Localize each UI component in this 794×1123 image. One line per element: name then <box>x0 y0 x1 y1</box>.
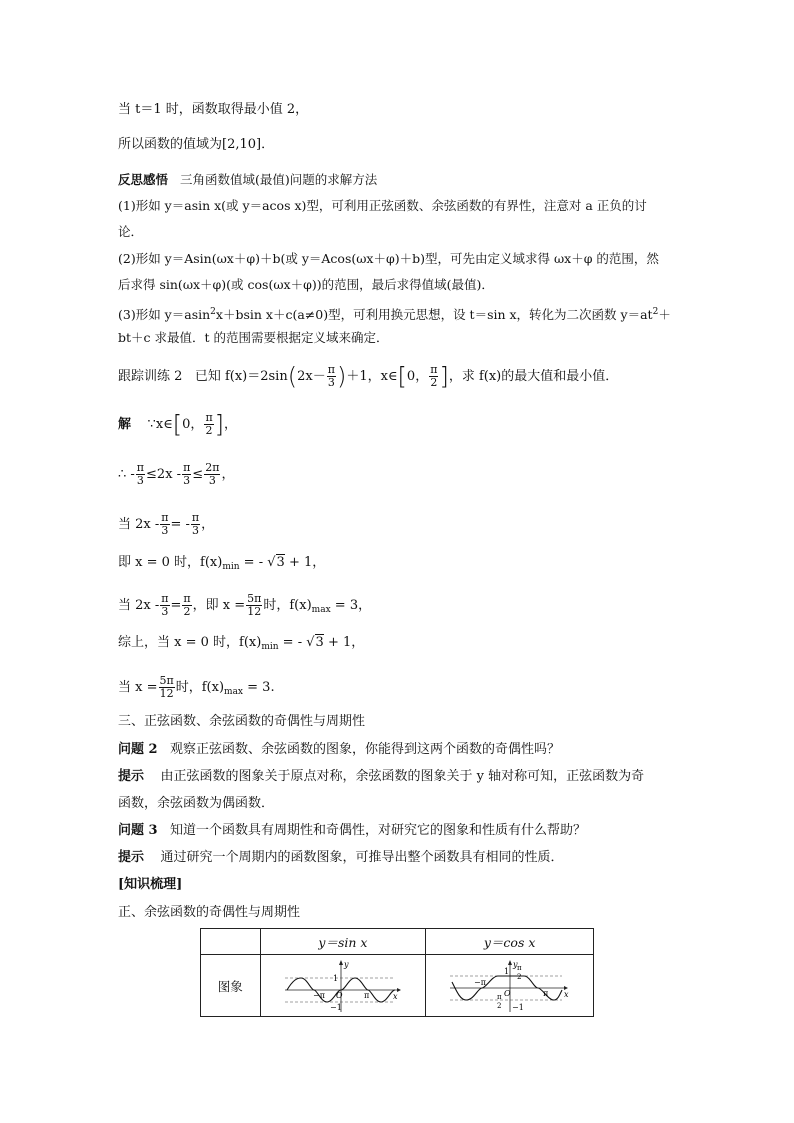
text-line <box>118 328 389 348</box>
y-axis-arrow <box>339 960 343 965</box>
solution-text: ∴ - <box>118 467 135 482</box>
solution-text: ， <box>224 417 238 432</box>
method-2-text: (2)形如 y＝Asin(ωx＋φ)＋b(或 y＝Acos(ωx＋φ)＋b)型，可先由定义域求得 ωx＋φ 的范围，然 <box>118 251 659 266</box>
label-y: y <box>512 959 518 969</box>
method-3-sup2: 2 <box>652 307 659 317</box>
text-line <box>118 275 494 295</box>
parity-period-table <box>200 928 594 1017</box>
hint-line <box>118 848 564 868</box>
label-neg-pi-2-num: π <box>496 992 502 1001</box>
label-1: 1 <box>332 973 339 983</box>
label-pi: π <box>363 990 370 1000</box>
track-title: 跟踪训练 2 <box>118 369 183 384</box>
label-neg-pi: −π <box>473 977 486 987</box>
fraction: $\frac{\pi}{3}$ <box>327 363 335 389</box>
text-line <box>118 135 274 155</box>
sqrt-value: 3 <box>276 555 285 570</box>
question-3-text: 知道一个函数具有周期性和奇偶性，对研究它的图象和性质有什么帮助？ <box>169 823 586 838</box>
summary-heading <box>118 903 300 923</box>
question-2-label: 问题 2 <box>118 742 158 757</box>
label-pi: π <box>542 988 548 998</box>
label-pi-2-den: 2 <box>516 972 522 981</box>
knowledge-heading <box>118 875 182 895</box>
solution-text: 当 2x - <box>118 598 160 613</box>
solution-line: 综上，当 x = 0 时，$f(x)_{min}$ = - √3 + 1， <box>118 635 365 652</box>
hint-3-text: 通过研究一个周期内的函数图象，可推导出整个函数具有相同的性质． <box>160 850 564 865</box>
x-axis-arrow <box>397 988 401 992</box>
solution-line <box>118 675 275 702</box>
solution-text: ≤ <box>192 467 204 482</box>
fraction: $\frac{\pi}{3}$ <box>183 461 191 487</box>
question-line <box>118 821 586 841</box>
section-3-title: 三、正弦函数、余弦函数的奇偶性与周期性 <box>118 714 366 729</box>
sqrt-value: 3 <box>315 635 324 650</box>
solution-text: 即 x = 0 时，f(x) <box>118 555 223 570</box>
table-header-cos: y＝cos x <box>426 929 594 955</box>
label-pi-2-num: π <box>516 963 522 972</box>
question-3-label: 问题 3 <box>118 823 158 838</box>
solution-text: 0， <box>182 417 204 432</box>
solution-text: 当 2x - <box>118 517 160 532</box>
question-2-text: 观察正弦函数、余弦函数的图象，你能得到这两个函数的奇偶性吗？ <box>169 742 560 757</box>
track-text: 2x－ <box>297 369 326 384</box>
hint-2-cont: 函数，余弦函数为偶函数． <box>118 796 275 811</box>
solution-text: 时，f(x) <box>263 598 312 613</box>
solution-text: + 1， <box>288 555 326 570</box>
section-heading <box>118 712 365 732</box>
table-row-label <box>201 955 261 1017</box>
solution-line <box>118 462 234 487</box>
method-3-text-b: x＋bsin x＋c(a≠0)型，可利用换元思想，设 t＝sin x，转化为二次函数 y＝at <box>215 307 653 322</box>
fraction: $\frac{\pi}{3}$ <box>136 461 145 487</box>
solution-line <box>118 512 214 537</box>
subscript: max <box>311 605 331 615</box>
fraction: $\frac{\pi}{3}$ <box>191 511 200 537</box>
label-neg1: −1 <box>511 1002 524 1012</box>
text-line <box>118 196 647 216</box>
method-3-sup: 2 <box>210 307 216 317</box>
solution-text: ≤2x - <box>146 467 182 482</box>
reflection-heading <box>118 170 377 190</box>
label-1: 1 <box>503 966 509 976</box>
solution-text: ，即 x = <box>192 598 246 613</box>
table-header-sin: y＝sin x <box>260 929 426 955</box>
cos-graph-cell <box>426 955 594 1017</box>
hint-2-text: 由正弦函数的图象关于原点对称，余弦函数的图象关于 y 轴对称可知，正弦函数为奇 <box>160 769 645 784</box>
label-neg1: −1 <box>329 1002 342 1012</box>
table-corner <box>201 929 261 955</box>
track-text: 已知 f(x)＝2sin <box>194 369 288 384</box>
fraction: $\frac{\pi}{2}$ <box>205 411 213 437</box>
track-text: ＋1，x∈ <box>346 369 398 384</box>
summary-title: 正、余弦函数的奇偶性与周期性 <box>118 905 301 920</box>
method-2-cont: 后求得 sin(ωx＋φ)(或 cos(ωx＋φ))的范围，最后求得值域(最值)． <box>118 277 494 292</box>
text-line <box>118 249 659 269</box>
solution-text: = - <box>170 517 190 532</box>
solution-line <box>118 593 371 620</box>
solution-text: 综上，当 x = 0 时，f(x) <box>118 635 262 650</box>
cosine-graph <box>448 958 572 1014</box>
method-1-text: (1)形如 y＝asin x(或 y＝acos x)型，可利用正弦函数、余弦函数的有界性，注意对 a 正负的讨 <box>118 198 647 213</box>
text-line <box>118 302 671 325</box>
track-text: ，求 f(x)的最大值和最小值． <box>448 369 619 384</box>
method-3-text-c: ＋ <box>658 307 671 322</box>
subscript: min <box>222 562 240 572</box>
method-3-cont: bt＋c 求最值．t 的范围需要根据定义域来确定． <box>118 330 389 345</box>
label-y: y <box>343 959 349 969</box>
track-exercise: 跟踪训练 2 已知 f(x)＝2sin(2x－ $\frac{\pi}{3}$ )＋1，x∈[0， $\frac{\pi}{2}$ ]，求 f(x)的最大值和最小值． <box>118 362 619 391</box>
sin-graph-cell <box>260 955 426 1017</box>
solution-line: 即 x = 0 时，$f(x)_{min}$ = - √3 + 1， <box>118 555 326 572</box>
solution-text: = - <box>278 635 303 650</box>
solution-text: ∵x∈ <box>147 417 173 432</box>
solution-text: 当 x = <box>118 680 158 695</box>
fraction: $\frac{\pi}{2}$ <box>430 363 438 389</box>
solution-text: ， <box>201 517 215 532</box>
solution-text: = 3， <box>330 598 372 613</box>
solution-label: 解 <box>118 417 132 432</box>
fraction: $\frac{\pi}{3}$ <box>161 511 169 537</box>
solution-line: 解 ∵x∈[0， $\frac{\pi}{2}$ ]， <box>118 410 238 439</box>
reflection-title: 反思感悟 <box>118 172 169 187</box>
row-label-graph: 图象 <box>217 978 243 994</box>
fraction: $\frac{2\pi}{3}$ <box>205 461 220 487</box>
hint-line <box>118 794 274 814</box>
fraction: $\frac{5\pi}{12}$ <box>247 592 262 618</box>
text-line <box>118 100 308 120</box>
label-x: x <box>392 991 398 1001</box>
min-value-text: 当 t＝1 时，函数取得最小值 2， <box>118 102 309 117</box>
label-o: O <box>335 990 343 1000</box>
reflection-subtitle: 三角函数值域(最值)问题的求解方法 <box>179 172 378 187</box>
question-line <box>118 740 560 760</box>
fraction: $\frac{\pi}{2}$ <box>183 592 191 618</box>
range-text: 所以函数的值域为[2,10]． <box>118 137 275 152</box>
label-o: O <box>503 988 511 998</box>
text-line <box>118 222 143 242</box>
solution-text: + 1， <box>327 635 365 650</box>
fraction: $\frac{5\pi}{12}$ <box>159 674 174 700</box>
solution-text: = - <box>239 555 264 570</box>
subscript: max <box>224 687 244 697</box>
sine-graph <box>283 958 403 1014</box>
solution-text: ， <box>221 467 235 482</box>
solution-text: = <box>170 598 182 613</box>
method-3-text-a: (3)形如 y＝asin <box>118 307 211 322</box>
hint-label: 提示 <box>118 769 145 784</box>
label-neg-pi-2-den: 2 <box>496 1001 502 1010</box>
hint-label: 提示 <box>118 850 145 865</box>
knowledge-label: [知识梳理] <box>118 877 183 892</box>
label-neg-pi: −π <box>312 990 325 1000</box>
fraction: $\frac{\pi}{3}$ <box>161 592 169 618</box>
solution-text: 时，f(x) <box>175 680 225 695</box>
track-text: 0， <box>406 369 429 384</box>
hint-line <box>118 767 644 787</box>
y-axis-arrow <box>508 960 512 965</box>
method-1-cont: 论． <box>118 224 144 239</box>
label-x: x <box>563 989 569 999</box>
subscript: min <box>261 642 279 652</box>
solution-text: = 3. <box>243 680 275 695</box>
